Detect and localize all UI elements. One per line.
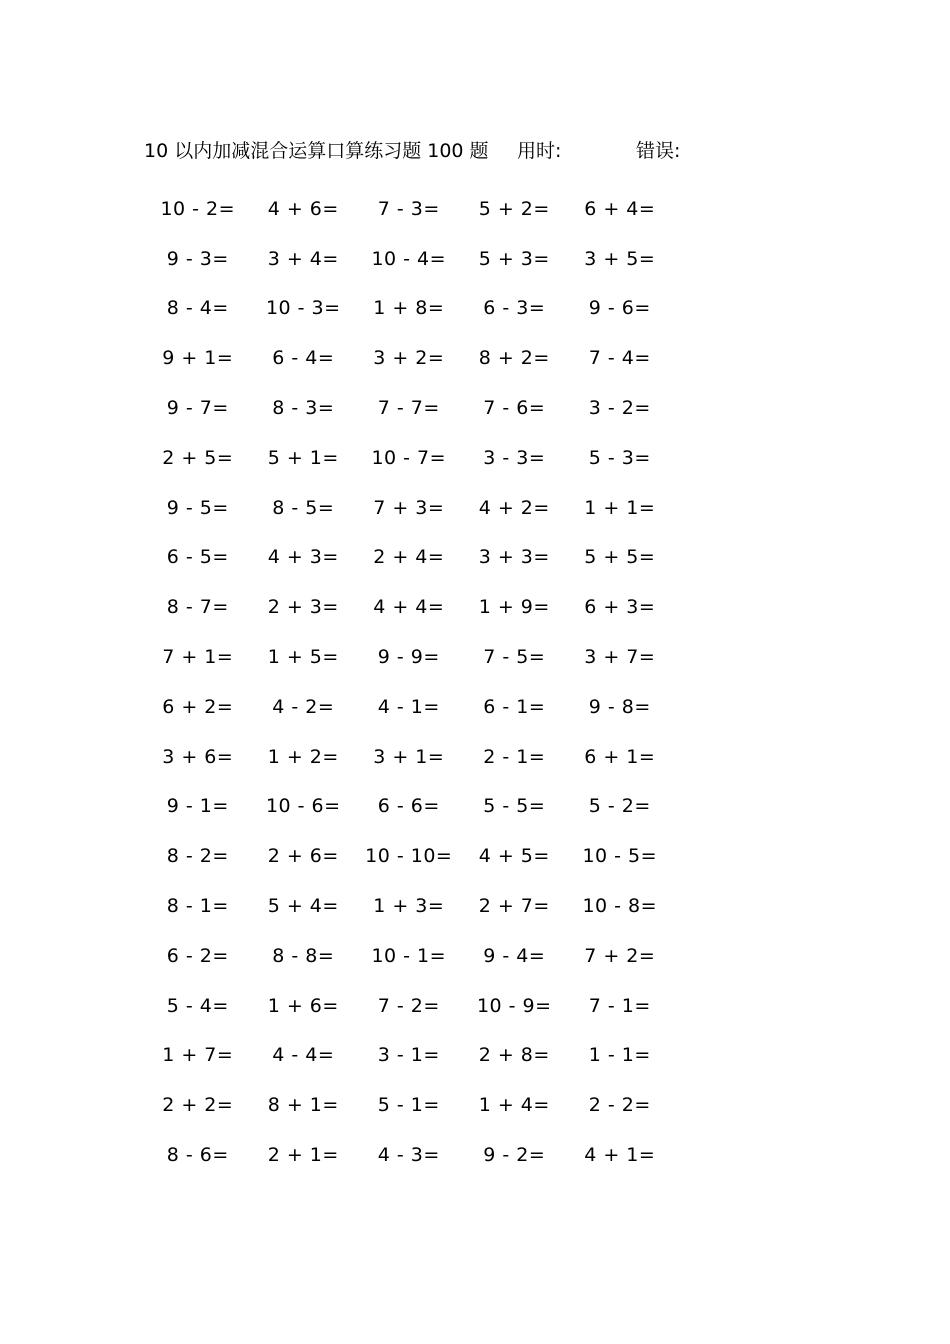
problem-item: 3 - 3= [483, 446, 546, 469]
problem-item: 7 - 5= [483, 646, 546, 669]
problem-item: 6 - 3= [483, 297, 546, 320]
problem-item: 4 + 2= [478, 496, 550, 519]
problem-item: 5 - 3= [588, 446, 651, 469]
problem-item: 4 + 3= [267, 546, 339, 569]
problem-row [145, 831, 685, 881]
problem-item: 7 - 6= [483, 397, 546, 420]
problem-row [145, 383, 685, 433]
problem-item: 3 + 4= [267, 247, 339, 270]
problem-item: 9 - 5= [166, 496, 229, 519]
problem-item: 6 - 1= [483, 695, 546, 718]
problem-row [145, 284, 685, 334]
problem-item: 10 - 7= [371, 446, 447, 469]
problem-item: 9 - 6= [588, 297, 651, 320]
problem-item: 10 - 3= [265, 297, 341, 320]
problem-item: 9 - 1= [166, 795, 229, 818]
problem-item: 1 + 7= [162, 1044, 234, 1067]
problem-item: 6 - 2= [166, 944, 229, 967]
problem-item: 1 + 3= [373, 895, 445, 918]
problem-item: 8 - 6= [166, 1144, 229, 1167]
problem-item: 4 + 5= [478, 845, 550, 868]
problem-row [145, 632, 685, 682]
problem-item: 9 - 8= [588, 695, 651, 718]
problem-item: 8 - 4= [166, 297, 229, 320]
problem-item: 8 - 1= [166, 895, 229, 918]
problem-row [145, 981, 685, 1031]
problem-item: 5 + 2= [478, 197, 550, 220]
problem-item: 8 - 2= [166, 845, 229, 868]
problem-grid [145, 184, 685, 1180]
problem-item: 7 - 2= [377, 994, 440, 1017]
problem-item: 6 + 3= [584, 596, 656, 619]
problem-item: 1 + 4= [478, 1094, 550, 1117]
problem-item: 1 + 2= [267, 745, 339, 768]
problem-item: 5 - 2= [588, 795, 651, 818]
problem-item: 8 - 3= [272, 397, 335, 420]
problem-item: 8 - 7= [166, 596, 229, 619]
problem-item: 3 - 2= [588, 397, 651, 420]
problem-item: 10 - 4= [371, 247, 447, 270]
problem-item: 9 - 4= [483, 944, 546, 967]
error-label: 错误: [636, 140, 681, 162]
problem-item: 2 + 1= [267, 1144, 339, 1167]
problem-item: 4 - 1= [377, 695, 440, 718]
problem-row [145, 682, 685, 732]
problem-item: 7 + 2= [584, 944, 656, 967]
problem-item: 2 + 8= [478, 1044, 550, 1067]
problem-row [145, 1031, 685, 1081]
problem-item: 7 + 3= [373, 496, 445, 519]
problem-item: 8 - 5= [272, 496, 335, 519]
problem-item: 5 + 4= [267, 895, 339, 918]
time-label: 用时: [517, 140, 562, 162]
problem-item: 2 + 3= [267, 596, 339, 619]
problem-item: 6 + 4= [584, 197, 656, 220]
problem-item: 2 - 2= [588, 1094, 651, 1117]
problem-item: 3 + 5= [584, 247, 656, 270]
problem-item: 10 - 9= [476, 994, 552, 1017]
problem-item: 4 + 1= [584, 1144, 656, 1167]
problem-item: 8 + 2= [478, 347, 550, 370]
problem-item: 2 + 2= [162, 1094, 234, 1117]
problem-row [145, 1080, 685, 1130]
problem-item: 10 - 6= [265, 795, 341, 818]
problem-item: 3 - 1= [377, 1044, 440, 1067]
problem-item: 10 - 10= [365, 845, 453, 868]
problem-item: 2 - 1= [483, 745, 546, 768]
problem-item: 6 - 6= [377, 795, 440, 818]
problem-row [145, 732, 685, 782]
problem-item: 9 - 3= [166, 247, 229, 270]
problem-item: 6 + 1= [584, 745, 656, 768]
problem-item: 1 + 6= [267, 994, 339, 1017]
problem-row [145, 881, 685, 931]
problem-item: 4 - 3= [377, 1144, 440, 1167]
problem-item: 2 + 7= [478, 895, 550, 918]
problem-item: 1 + 9= [478, 596, 550, 619]
problem-item: 8 - 8= [272, 944, 335, 967]
problem-item: 4 - 2= [272, 695, 335, 718]
problem-item: 2 + 6= [267, 845, 339, 868]
worksheet-title: 10 以内加减混合运算口算练习题 100 题 [144, 140, 489, 162]
problem-item: 9 - 2= [483, 1144, 546, 1167]
problem-row [145, 234, 685, 284]
problem-item: 1 - 1= [588, 1044, 651, 1067]
problem-item: 1 + 8= [373, 297, 445, 320]
problem-row [145, 433, 685, 483]
worksheet-header [0, 137, 950, 165]
problem-item: 5 - 5= [483, 795, 546, 818]
problem-item: 6 - 5= [166, 546, 229, 569]
problem-item: 4 + 6= [267, 197, 339, 220]
problem-item: 2 + 4= [373, 546, 445, 569]
problem-item: 10 - 2= [160, 197, 236, 220]
problem-item: 4 - 4= [272, 1044, 335, 1067]
problem-item: 6 + 2= [162, 695, 234, 718]
problem-item: 8 + 1= [267, 1094, 339, 1117]
problem-item: 9 + 1= [162, 347, 234, 370]
problem-row [145, 782, 685, 832]
problem-item: 10 - 8= [582, 895, 658, 918]
problem-row [145, 533, 685, 583]
problem-item: 3 + 3= [478, 546, 550, 569]
problem-item: 7 + 1= [162, 646, 234, 669]
problem-item: 5 - 4= [166, 994, 229, 1017]
problem-item: 3 + 2= [373, 347, 445, 370]
problem-row [145, 582, 685, 632]
problem-item: 4 + 4= [373, 596, 445, 619]
problem-item: 7 - 3= [377, 197, 440, 220]
problem-item: 9 - 7= [166, 397, 229, 420]
problem-item: 10 - 1= [371, 944, 447, 967]
problem-item: 9 - 9= [377, 646, 440, 669]
problem-item: 3 + 1= [373, 745, 445, 768]
problem-item: 1 + 1= [584, 496, 656, 519]
problem-item: 3 + 7= [584, 646, 656, 669]
problem-item: 7 - 4= [588, 347, 651, 370]
problem-row [145, 333, 685, 383]
problem-row [145, 1130, 685, 1180]
problem-item: 5 + 1= [267, 446, 339, 469]
problem-item: 2 + 5= [162, 446, 234, 469]
problem-item: 5 - 1= [377, 1094, 440, 1117]
problem-item: 7 - 7= [377, 397, 440, 420]
problem-row [145, 931, 685, 981]
problem-item: 6 - 4= [272, 347, 335, 370]
problem-item: 5 + 5= [584, 546, 656, 569]
problem-item: 5 + 3= [478, 247, 550, 270]
problem-row [145, 184, 685, 234]
problem-item: 10 - 5= [582, 845, 658, 868]
problem-item: 3 + 6= [162, 745, 234, 768]
problem-row [145, 483, 685, 533]
problem-item: 7 - 1= [588, 994, 651, 1017]
problem-item: 1 + 5= [267, 646, 339, 669]
